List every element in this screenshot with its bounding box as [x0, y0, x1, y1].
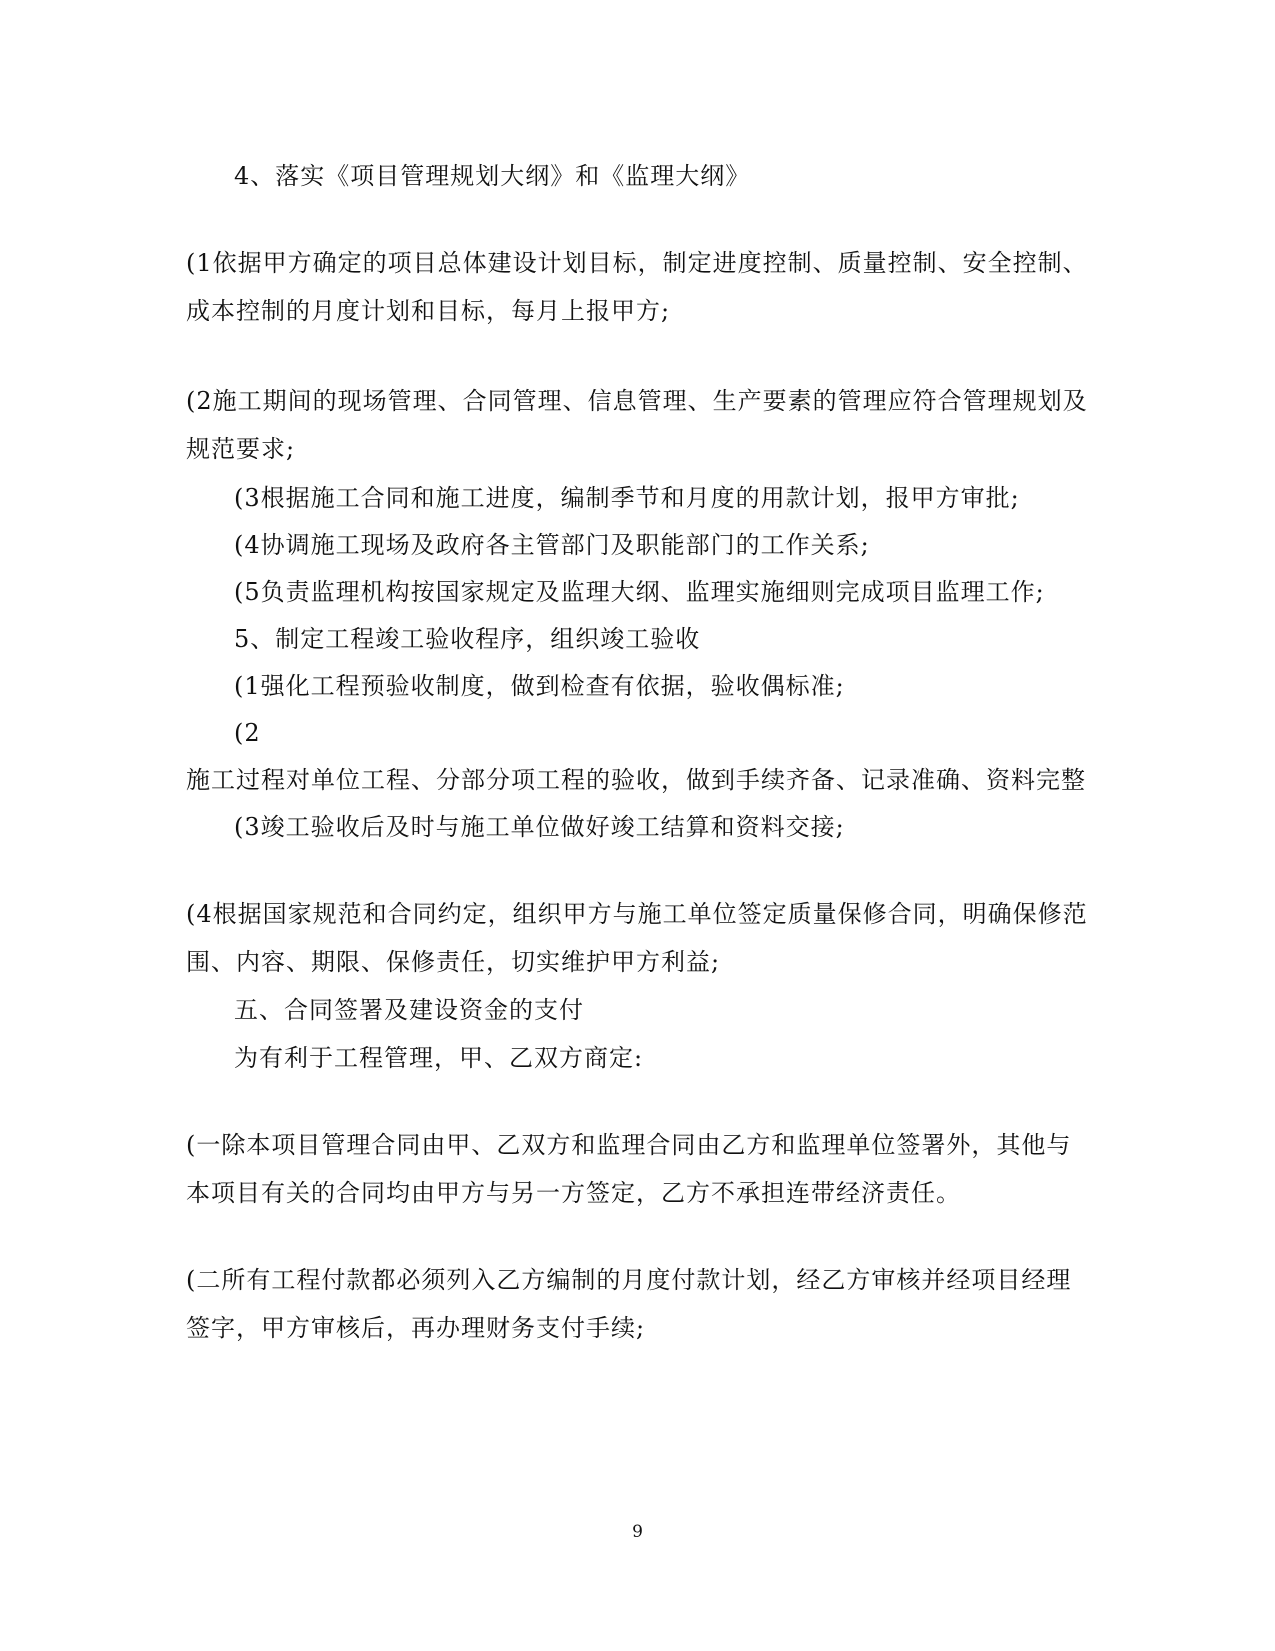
paragraph-line: (1依据甲方确定的项目总体建设计划目标，制定进度控制、质量控制、安全控制、 — [186, 249, 1088, 277]
heading-4: 4、落实《项目管理规划大纲》和《监理大纲》 — [234, 162, 751, 190]
paragraph-line: (一除本项目管理合同由甲、乙双方和监理合同由乙方和监理单位签署外，其他与 — [186, 1131, 1072, 1159]
paragraph-line: (3竣工验收后及时与施工单位做好竣工结算和资料交接; — [234, 813, 845, 841]
paragraph-line: 签字，甲方审核后，再办理财务支付手续; — [186, 1314, 646, 1342]
heading-5: 5、制定工程竣工验收程序，组织竣工验收 — [234, 625, 701, 653]
page-number: 9 — [632, 1522, 643, 1542]
paragraph-line: (1强化工程预验收制度，做到检查有依据，验收偶标准; — [234, 672, 845, 700]
paragraph-line: (4根据国家规范和合同约定，组织甲方与施工单位签定质量保修合同，明确保修范 — [186, 900, 1088, 928]
paragraph-line: (5负责监理机构按国家规定及监理大纲、监理实施细则完成项目监理工作; — [234, 578, 1045, 606]
paragraph-line: (2施工期间的现场管理、合同管理、信息管理、生产要素的管理应符合管理规划及 — [186, 387, 1088, 415]
paragraph-line: 为有利于工程管理，甲、乙双方商定: — [234, 1044, 644, 1072]
paragraph-line: (3根据施工合同和施工进度，编制季节和月度的用款计划，报甲方审批; — [234, 484, 1020, 512]
paragraph-line: 围、内容、期限、保修责任，切实维护甲方利益; — [186, 948, 721, 976]
paragraph-line: (4协调施工现场及政府各主管部门及职能部门的工作关系; — [234, 531, 870, 559]
paragraph-line: 本项目有关的合同均由甲方与另一方签定，乙方不承担连带经济责任。 — [186, 1179, 961, 1207]
paragraph-line: (2 — [234, 719, 261, 747]
paragraph-line: (二所有工程付款都必须列入乙方编制的月度付款计划，经乙方审核并经项目经理 — [186, 1266, 1072, 1294]
section-heading: 五、合同签署及建设资金的支付 — [234, 996, 584, 1024]
paragraph-line: 施工过程对单位工程、分部分项工程的验收，做到手续齐备、记录准确、资料完整 — [186, 766, 1086, 794]
paragraph-line: 规范要求; — [186, 435, 296, 463]
paragraph-line: 成本控制的月度计划和目标，每月上报甲方; — [186, 297, 671, 325]
